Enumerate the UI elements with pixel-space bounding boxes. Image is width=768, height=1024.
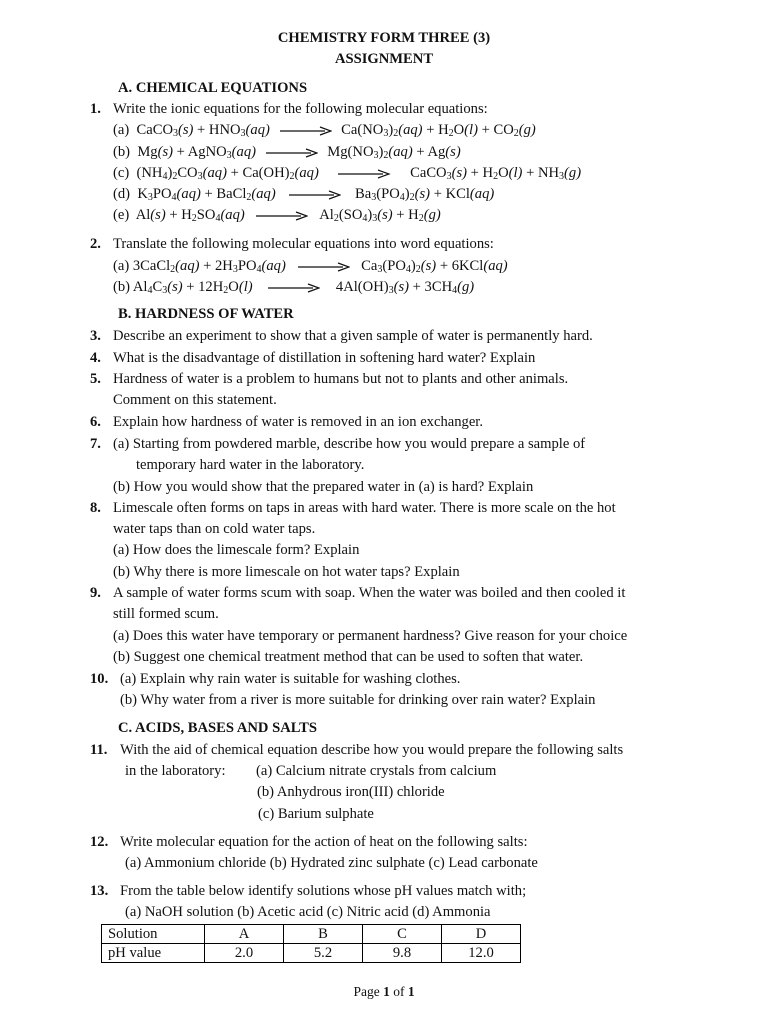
- of-word: of: [393, 984, 405, 999]
- equation-2b: (b) $Al_4C_3(s) + 12H_2O(l) 4Al(OH)_3(s) + 3CH_4(g)$: [113, 279, 475, 296]
- question-4-number: 4.: [90, 350, 101, 366]
- question-5-number: 5.: [90, 371, 101, 387]
- reaction-arrow-icon: [289, 190, 341, 200]
- table-cell: 2.0: [205, 944, 284, 963]
- question-2-text: Translate the following molecular equations into word equations:: [113, 236, 494, 252]
- page-number: [0, 984, 768, 1000]
- page-word: Page: [353, 984, 380, 999]
- question-10a-text: (a) Explain why rain water is suitable for washing clothes.: [120, 671, 461, 687]
- question-11-text-cont: in the laboratory:: [125, 763, 226, 779]
- table-row: [102, 944, 521, 963]
- question-13-text: From the table below identify solutions whose pH values match with;: [120, 883, 527, 899]
- question-11a-text: (a) Calcium nitrate crystals from calcium: [256, 763, 497, 779]
- part-label: (a): [113, 258, 130, 274]
- question-9-number: 9.: [90, 585, 101, 601]
- equation-1c: (c) $(NH_4)_2CO_3(aq) + Ca(OH)_2(aq)$ CaCO$_3$(s) + $H_2O(l) + NH_3(g)$: [113, 165, 582, 182]
- question-3-text: Describe an experiment to show that a given sample of water is permanently hard.: [113, 328, 593, 344]
- question-8-text-cont: water taps than on cold water taps.: [113, 521, 316, 537]
- question-11b-text: (b) Anhydrous iron(III) chloride: [257, 784, 445, 800]
- question-11c-text: (c) Barium sulphate: [258, 806, 374, 822]
- section-a-heading: A. CHEMICAL EQUATIONS: [118, 80, 308, 96]
- question-8b-text: (b) Why there is more limescale on hot water taps? Explain: [113, 564, 460, 580]
- question-7b-text: (b) How you would show that the prepared water in (a) is hard? Explain: [113, 479, 534, 495]
- reaction-arrow-icon: [280, 126, 332, 136]
- equation-2a: (a) 3CaCl$_2$(aq) + $2H_3PO_4(aq) Ca_3(PO_4)_2(s) + 6KCl(aq)$: [113, 258, 508, 275]
- equation-1b: (b) Mg(s) + AgNO$_3$(aq) $Mg(NO_3)_2(aq) + Ag(s)$: [113, 144, 461, 161]
- part-label: (c): [113, 165, 130, 181]
- question-12-parts: (a) Ammonium chloride (b) Hydrated zinc sulphate (c) Lead carbonate: [125, 855, 538, 871]
- section-c-heading: C. ACIDS, BASES AND SALTS: [118, 720, 317, 736]
- question-11-text: With the aid of chemical equation describe how you would prepare the following salts: [120, 742, 624, 758]
- current-page: 1: [383, 984, 390, 999]
- question-13-parts: (a) NaOH solution (b) Acetic acid (c) Nitric acid (d) Ammonia: [125, 904, 491, 920]
- table-header-cell: D: [442, 925, 521, 944]
- table-header-cell: A: [205, 925, 284, 944]
- reaction-arrow-icon: [256, 211, 308, 221]
- equation-1e: (e) $Al(s) + H_2SO_4(aq) Al_2(SO_4)_3(s) + H_2(g)$: [113, 207, 441, 224]
- equation-1d: (d) $K_3PO_4(aq)$ + BaCl$_2$(aq) $Ba_3(PO_4)_2(s) + KCl(aq)$: [113, 186, 495, 203]
- question-6-number: 6.: [90, 414, 101, 430]
- table-cell: 9.8: [363, 944, 442, 963]
- equation-1a: (a) CaCO$_3$(s) + $HNO_3(aq) Ca(NO_3)_2(aq) + H_2O(l) + CO_2(g)$: [113, 122, 536, 139]
- part-label: (b): [113, 144, 131, 160]
- question-9b-text: (b) Suggest one chemical treatment method that can be used to soften that water.: [113, 649, 584, 665]
- question-10b-text: (b) Why water from a river is more suitable for drinking over rain water? Explain: [120, 692, 596, 708]
- question-1-number: 1.: [90, 101, 101, 117]
- question-7a-text: (a) Starting from powdered marble, describe how you would prepare a sample of: [113, 436, 586, 452]
- table-header-row: [102, 925, 521, 944]
- question-12-text: Write molecular equation for the action of heat on the following salts:: [120, 834, 528, 850]
- total-pages: 1: [407, 984, 415, 999]
- part-label: (e): [113, 207, 130, 223]
- question-9a-text: (a) Does this water have temporary or permanent hardness? Give reason for your choice: [113, 628, 628, 644]
- document-subtitle: ASSIGNMENT: [334, 51, 434, 67]
- question-1-text: Write the ionic equations for the following molecular equations:: [113, 101, 488, 117]
- question-7a-text-cont: temporary hard water in the laboratory.: [136, 457, 365, 473]
- question-7-number: 7.: [90, 436, 101, 452]
- document-title: CHEMISTRY FORM THREE (3): [277, 30, 491, 46]
- question-13-number: 13.: [90, 883, 109, 899]
- reaction-arrow-icon: [298, 262, 350, 272]
- part-label: (a): [113, 122, 130, 138]
- table-header-cell: B: [284, 925, 363, 944]
- reaction-arrow-icon: [334, 169, 394, 179]
- part-label: (d): [113, 186, 131, 202]
- table-header-cell: C: [363, 925, 442, 944]
- question-4-text: What is the disadvantage of distillation in softening hard water? Explain: [113, 350, 536, 366]
- question-9-text-cont: still formed scum.: [113, 606, 219, 622]
- table-cell: 5.2: [284, 944, 363, 963]
- table-header-cell: Solution: [102, 925, 205, 944]
- question-10-number: 10.: [90, 671, 109, 687]
- question-8a-text: (a) How does the limescale form? Explain: [113, 542, 360, 558]
- question-5-text-cont: Comment on this statement.: [113, 392, 277, 408]
- question-6-text: Explain how hardness of water is removed in an ion exchanger.: [113, 414, 484, 430]
- question-5-text: Hardness of water is a problem to humans but not to plants and other animals.: [113, 371, 569, 387]
- question-12-number: 12.: [90, 834, 109, 850]
- question-8-text: Limescale often forms on taps in areas with hard water. There is more scale on the hot: [113, 500, 616, 516]
- reaction-arrow-icon: [268, 283, 320, 293]
- table-cell: 12.0: [442, 944, 521, 963]
- ph-table: [101, 924, 521, 963]
- question-2-number: 2.: [90, 236, 101, 252]
- reaction-arrow-icon: [266, 148, 318, 158]
- question-9-text: A sample of water forms scum with soap. When the water was boiled and then cooled it: [113, 585, 626, 601]
- question-3-number: 3.: [90, 328, 101, 344]
- section-b-heading: B. HARDNESS OF WATER: [118, 306, 294, 322]
- part-label: (b): [113, 279, 131, 295]
- question-8-number: 8.: [90, 500, 101, 516]
- table-cell: pH value: [102, 944, 205, 963]
- question-11-number: 11.: [90, 742, 108, 758]
